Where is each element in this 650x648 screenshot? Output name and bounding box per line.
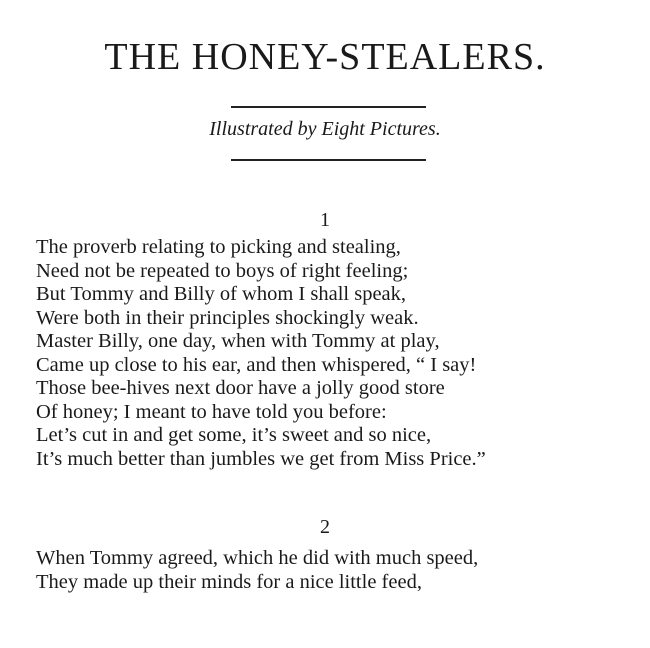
verse-line: Master Billy, one day, when with Tommy at play,: [36, 330, 440, 352]
verse-line: Those bee-hives next door have a jolly good store: [36, 377, 445, 399]
stanza: [36, 236, 636, 471]
verse-line: Were both in their principles shockingly weak.: [36, 306, 419, 329]
verse-line: Let’s cut in and get some, it’s sweet and so nice,: [36, 424, 432, 446]
verse-line: Need not be repeated to boys of right feeling;: [36, 259, 409, 282]
title-divider-top: [231, 106, 426, 108]
verse-line: It’s much better than jumbles we get from Miss Price.”: [36, 447, 486, 470]
subtitle: Illustrated by Eight Pictures.: [209, 118, 441, 140]
verse-line: When Tommy agreed, which he did with much speed,: [36, 547, 479, 569]
verse-line: Came up close to his ear, and then whispered, “ I say!: [36, 353, 477, 376]
verse-line: They made up their minds for a nice little feed,: [36, 570, 422, 593]
stanza: [36, 547, 636, 594]
page-title: THE HONEY-STEALERS.: [104, 36, 546, 78]
verse-line: The proverb relating to picking and stealing,: [36, 236, 401, 258]
stanza-number: 1: [320, 209, 330, 231]
title-divider-bottom: [231, 159, 426, 161]
stanza-number: 2: [320, 516, 330, 538]
verse-line: But Tommy and Billy of whom I shall speak,: [36, 283, 407, 305]
verse-line: Of honey; I meant to have told you before:: [36, 400, 387, 423]
